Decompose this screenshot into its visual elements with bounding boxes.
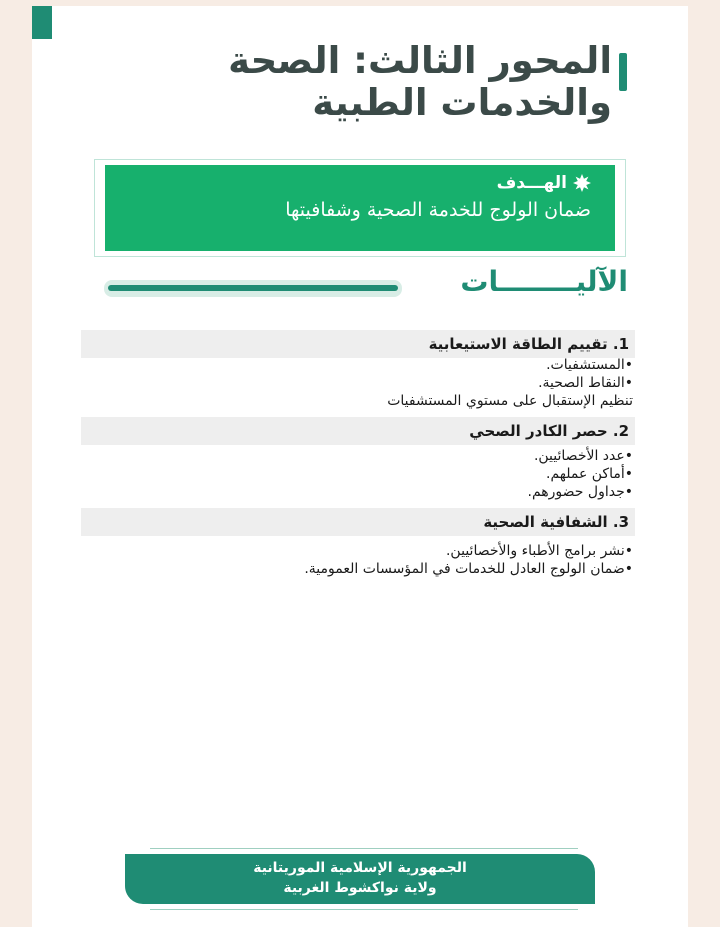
list-item: تنظيم الإستقبال على مستوي المستشفيات bbox=[387, 393, 633, 409]
footer-line-bottom bbox=[150, 909, 578, 910]
section-heading-capacity: 1. تقييم الطاقة الاستيعابية bbox=[81, 330, 635, 358]
section-items-transparency bbox=[304, 542, 633, 578]
list-item: •عدد الأخصائيين. bbox=[533, 448, 633, 464]
page-title bbox=[192, 40, 612, 124]
section-heading-staff: 2. حصر الكادر الصحي bbox=[81, 417, 635, 445]
footer-line-top bbox=[150, 848, 578, 849]
list-item: •المستشفيات. bbox=[546, 357, 633, 373]
list-item: •نشر برامج الأطباء والأخصائيين. bbox=[445, 543, 633, 559]
goal-label: الهـــدف bbox=[496, 173, 567, 193]
page-title-line-2: والخدمات الطبية bbox=[312, 81, 612, 124]
goal-box bbox=[105, 165, 615, 251]
footer-banner bbox=[125, 854, 595, 904]
list-item: •جداول حضورهم. bbox=[527, 484, 633, 500]
corner-tab bbox=[32, 6, 52, 39]
goal-text: ضمان الولوج للخدمة الصحية وشفافيتها bbox=[285, 199, 591, 221]
list-item: •ضمان الولوج العادل للخدمات في المؤسسات العمومية. bbox=[304, 561, 633, 577]
section-heading-transparency: 3. الشفافية الصحية bbox=[81, 508, 635, 536]
title-accent-bar bbox=[619, 53, 627, 91]
mechanisms-title: الآليــــــــات bbox=[460, 265, 628, 298]
footer-line-1: الجمهورية الإسلامية الموريتانية bbox=[253, 860, 467, 876]
mechanisms-divider bbox=[108, 285, 398, 291]
section-items-staff bbox=[528, 447, 633, 501]
page-title-line-1: المحور الثالث: الصحة bbox=[228, 39, 612, 82]
list-item: •أماكن عملهم. bbox=[546, 466, 633, 482]
footer-line-2: ولاية نواكشوط الغربية bbox=[283, 880, 437, 896]
section-items-capacity bbox=[387, 356, 633, 410]
list-item: •النقاط الصحية. bbox=[538, 375, 633, 391]
starburst-icon bbox=[573, 174, 591, 192]
